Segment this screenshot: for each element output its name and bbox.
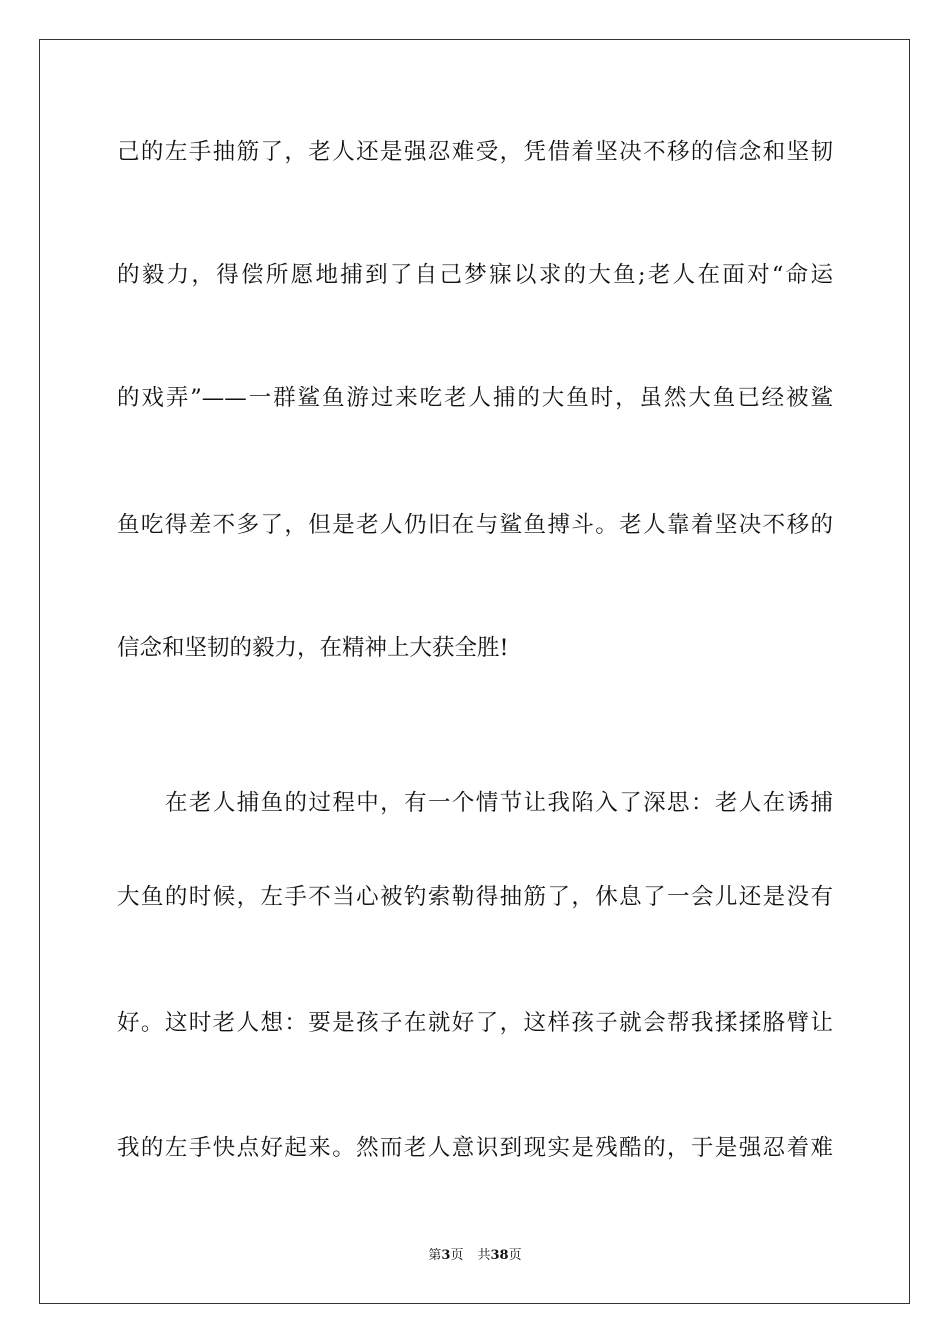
body-text-line: 信念和坚韧的毅力，在精神上大获全胜! [117,635,509,661]
body-text-line: 己的左手抽筋了，老人还是强忍难受，凭借着坚决不移的信念和坚韧 [117,139,833,165]
body-text-line: 好。这时老人想：要是孩子在就好了，这样孩子就会帮我揉揉胳臂让 [117,1010,833,1036]
paragraph-first-line: 在老人捕鱼的过程中，有一个情节让我陷入了深思：老人在诱捕 [165,790,833,816]
body-text-line: 我的左手快点好起来。然而老人意识到现实是残酷的，于是强忍着难 [117,1135,833,1161]
page-border [39,39,910,1304]
page-suffix: 页 [450,1248,464,1263]
body-text-line: 的戏弄”——一群鲨鱼游过来吃老人捕的大鱼时，虽然大鱼已经被鲨 [117,385,833,411]
page-footer [0,1247,950,1265]
total-prefix: 共 [477,1248,491,1263]
body-text-line: 大鱼的时候，左手不当心被钓索勒得抽筋了，休息了一会儿还是没有 [117,884,833,910]
page-prefix: 第 [428,1248,442,1263]
page-number: 3 [441,1248,451,1263]
body-text-line: 的毅力，得偿所愿地捕到了自己梦寐以求的大鱼;老人在面对“命运 [117,262,833,288]
total-pages: 38 [490,1248,509,1263]
total-suffix: 页 [508,1248,522,1263]
body-text-line: 鱼吃得差不多了，但是老人仍旧在与鲨鱼搏斗。老人靠着坚决不移的 [117,512,833,538]
